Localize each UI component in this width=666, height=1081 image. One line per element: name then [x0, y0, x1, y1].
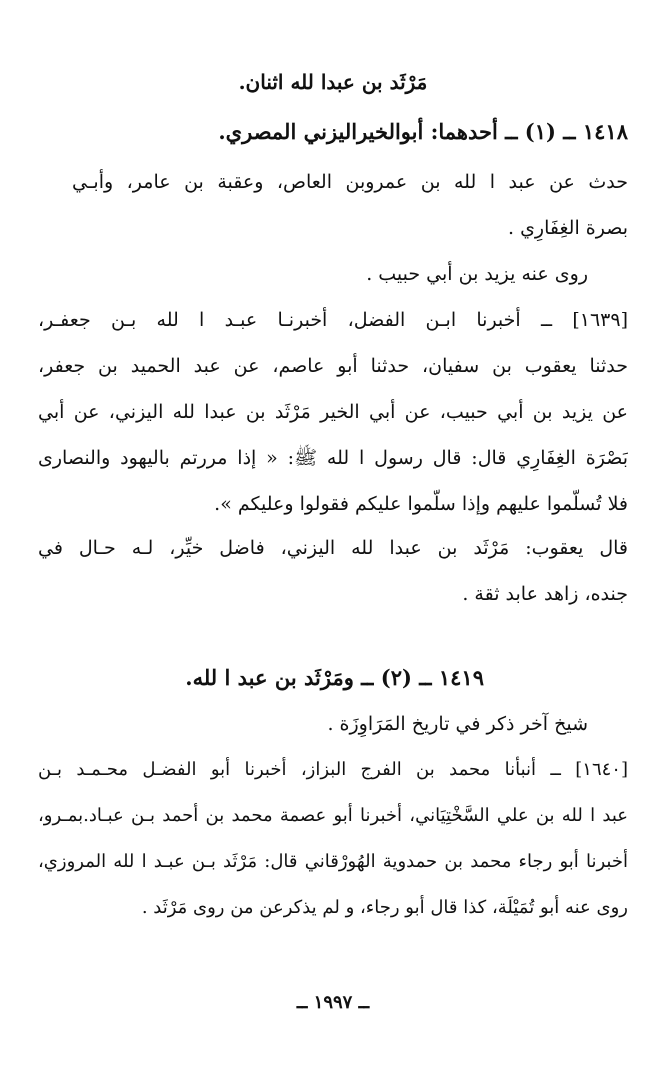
entry-1419-line-3: عبد ا لله بن علي السَّخْتِيَاني، أخبرنا أبو عصمة محمد بن أحمد بـن عبـاد.بمـرو، — [38, 805, 628, 826]
entry-1418-line-9: قال يعقوب: مَرْثَد بن عبدا لله اليزني، فاضل خيِّر، لـه حـال في — [38, 537, 628, 559]
entry-1418-line-10: جنده، زاهد عابد ثقة . — [462, 583, 628, 605]
entry-1419-line-4: أخبرنا أبو رجاء محمد بن حمدوية الهُورْقاني قال: مَرْثَد بـن عبـد ا لله المروزي، — [38, 851, 628, 872]
entry-1418-line-1: حدث عن عبد ا لله بن عمروبن العاص، وعقبة بن عامر، وأبـي — [72, 171, 628, 193]
entry-1418-line-6: عن يزيد بن أبي حبيب، عن أبي الخير مَرْثَد بن عبدا لله اليزني، عن أبي — [38, 401, 628, 423]
entry-1419-line-1: شيخ آخر ذكر في تاريخ المَرَاوِزَة . — [327, 713, 588, 735]
entry-1418-line-3: روى عنه يزيد بن أبي حبيب . — [366, 263, 588, 285]
entry-1418-heading: ١٤١٨ ــ (١) ــ أحدهما: أبوالخيراليزني المصري. — [218, 119, 628, 144]
entry-1418-line-4: [١٦٣٩] ــ أخبرنا ابـن الفضل، أخبرنـا عبـد ا لله بـن جعفـر، — [38, 309, 628, 331]
entry-1418-line-2: بصرة الغِفَارِي . — [507, 217, 628, 239]
section-title: مَرْثَد بن عبدا لله اثنان. — [238, 70, 428, 94]
entry-1419-line-2: [١٦٤٠] ــ أنبأنا محمد بن الفرج البزاز، أخبرنا أبو الفضـل محـمـد بـن — [38, 759, 628, 780]
entry-1419-line-5: روى عنه أبو تُمَيْلَة، كذا قال أبو رجاء، و لم يذكرعن من روى مَرْثَد . — [141, 897, 628, 918]
entry-1418-line-5: حدثنا يعقوب بن سفيان، حدثنا أبو عاصم، عن عبد الحميد بن جعفر، — [38, 355, 628, 377]
page-number: ــ ١٩٩٧ ــ — [296, 992, 370, 1013]
entry-1418-line-8: فلا تُسلّموا عليهم وإذا سلّموا عليكم فقولوا وعليكم ». — [214, 493, 628, 515]
entry-1419-heading: ١٤١٩ ــ (٢) ــ ومَرْثَد بن عبد ا لله. — [185, 665, 484, 690]
entry-1418-line-7: بَصْرَة الغِفَارِي قال: قال رسول ا لله ﷺ: « إذا مررتم باليهود والنصارى — [38, 447, 628, 469]
